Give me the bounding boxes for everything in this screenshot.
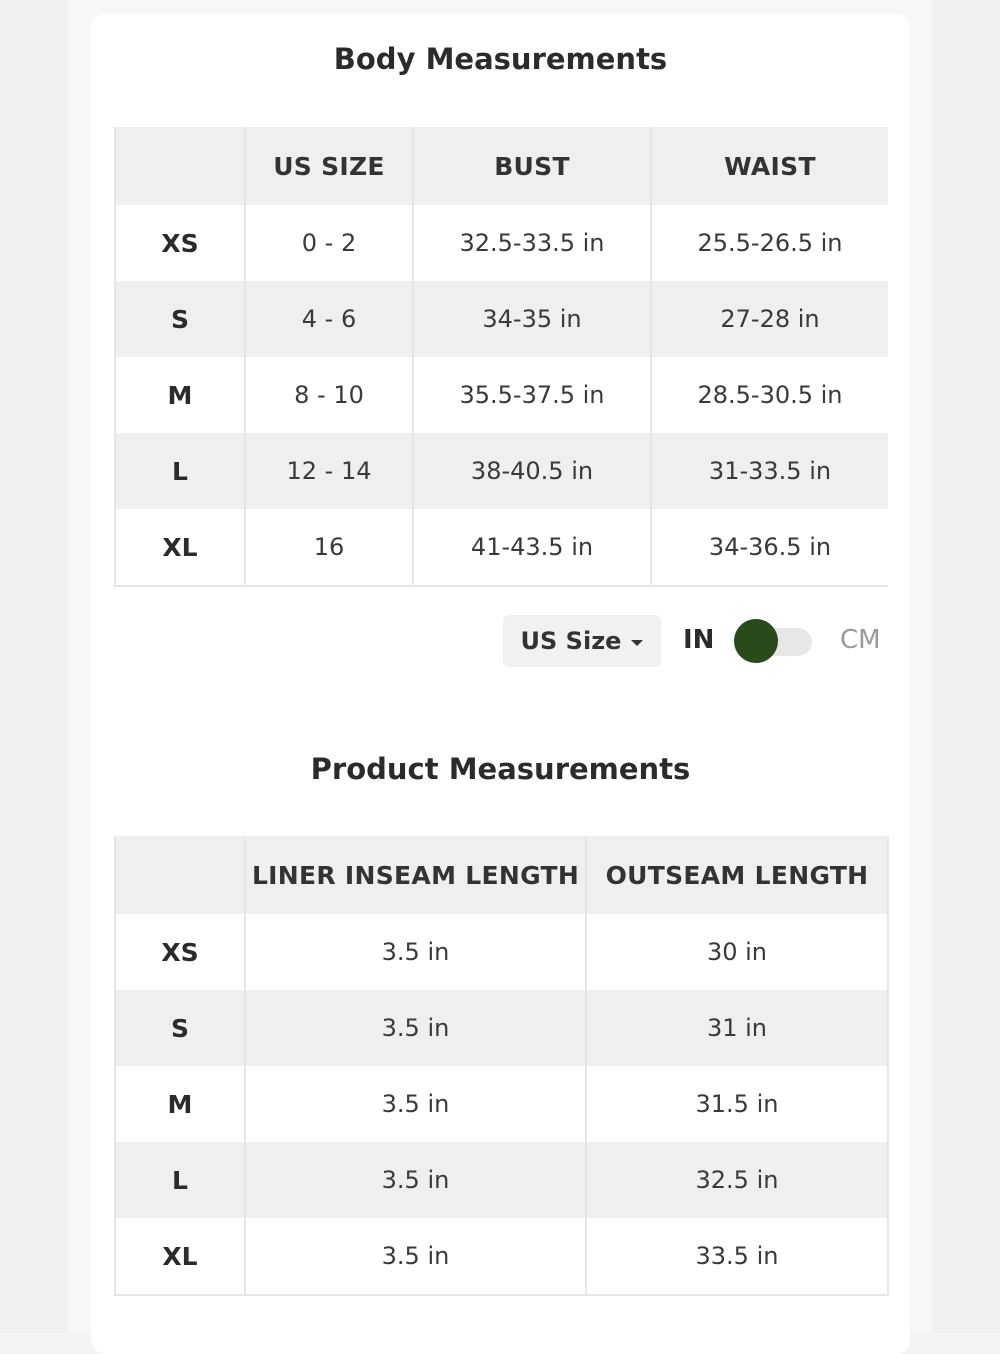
bust-cell: 38-40.5 in [413,433,651,509]
size-chart-card [91,14,910,1354]
outseam-cell: 30 in [586,914,888,990]
header-bust: BUST [413,127,651,205]
liner-inseam-cell: 3.5 in [245,1142,586,1218]
header-waist: WAIST [651,127,888,205]
size-label: XS [115,205,245,281]
size-label: M [115,357,245,433]
size-label: XS [115,914,245,990]
product-measurements-table [114,836,889,1296]
table-row [115,509,888,586]
size-label: M [115,1066,245,1142]
page-background-left [0,0,70,1333]
bust-cell: 41-43.5 in [413,509,651,586]
measurement-controls [503,615,893,669]
liner-inseam-cell: 3.5 in [245,1218,586,1295]
table-header-row [115,836,888,914]
header-us-size: US SIZE [245,127,413,205]
caret-down-icon [631,640,643,646]
table-row [115,205,888,281]
us-size-cell: 8 - 10 [245,357,413,433]
table-row [115,1066,888,1142]
table-row [115,357,888,433]
page-background-right [930,0,1000,1333]
waist-cell: 31-33.5 in [651,433,888,509]
waist-cell: 25.5-26.5 in [651,205,888,281]
body-measurements-table [114,127,888,587]
size-label: S [115,990,245,1066]
header-size-column [115,836,245,914]
us-size-cell: 16 [245,509,413,586]
size-label: L [115,1142,245,1218]
waist-cell: 34-36.5 in [651,509,888,586]
liner-inseam-cell: 3.5 in [245,1066,586,1142]
outseam-cell: 31.5 in [586,1066,888,1142]
liner-inseam-cell: 3.5 in [245,914,586,990]
waist-cell: 28.5-30.5 in [651,357,888,433]
body-measurements-title: Body Measurements [333,42,668,76]
bust-cell: 34-35 in [413,281,651,357]
product-measurements-title: Product Measurements [310,752,691,786]
size-label: XL [115,509,245,586]
table-row [115,281,888,357]
us-size-cell: 0 - 2 [245,205,413,281]
liner-inseam-cell: 3.5 in [245,990,586,1066]
size-system-selected-label: US Size [520,627,622,655]
table-row [115,914,888,990]
outseam-cell: 32.5 in [586,1142,888,1218]
table-header-row [115,127,888,205]
size-label: L [115,433,245,509]
table-row [115,1142,888,1218]
header-liner-inseam-length: LINER INSEAM LENGTH [245,836,586,914]
us-size-cell: 4 - 6 [245,281,413,357]
size-system-dropdown[interactable] [503,615,661,667]
bust-cell: 35.5-37.5 in [413,357,651,433]
unit-label-cm[interactable]: CM [840,625,881,655]
us-size-cell: 12 - 14 [245,433,413,509]
waist-cell: 27-28 in [651,281,888,357]
unit-toggle-knob[interactable] [734,619,778,663]
outseam-cell: 31 in [586,990,888,1066]
table-row [115,1218,888,1295]
size-label: S [115,281,245,357]
unit-label-in[interactable]: IN [683,625,715,655]
header-outseam-length: OUTSEAM LENGTH [586,836,888,914]
header-size-column [115,127,245,205]
table-row [115,433,888,509]
bust-cell: 32.5-33.5 in [413,205,651,281]
outseam-cell: 33.5 in [586,1218,888,1295]
table-row [115,990,888,1066]
size-label: XL [115,1218,245,1295]
